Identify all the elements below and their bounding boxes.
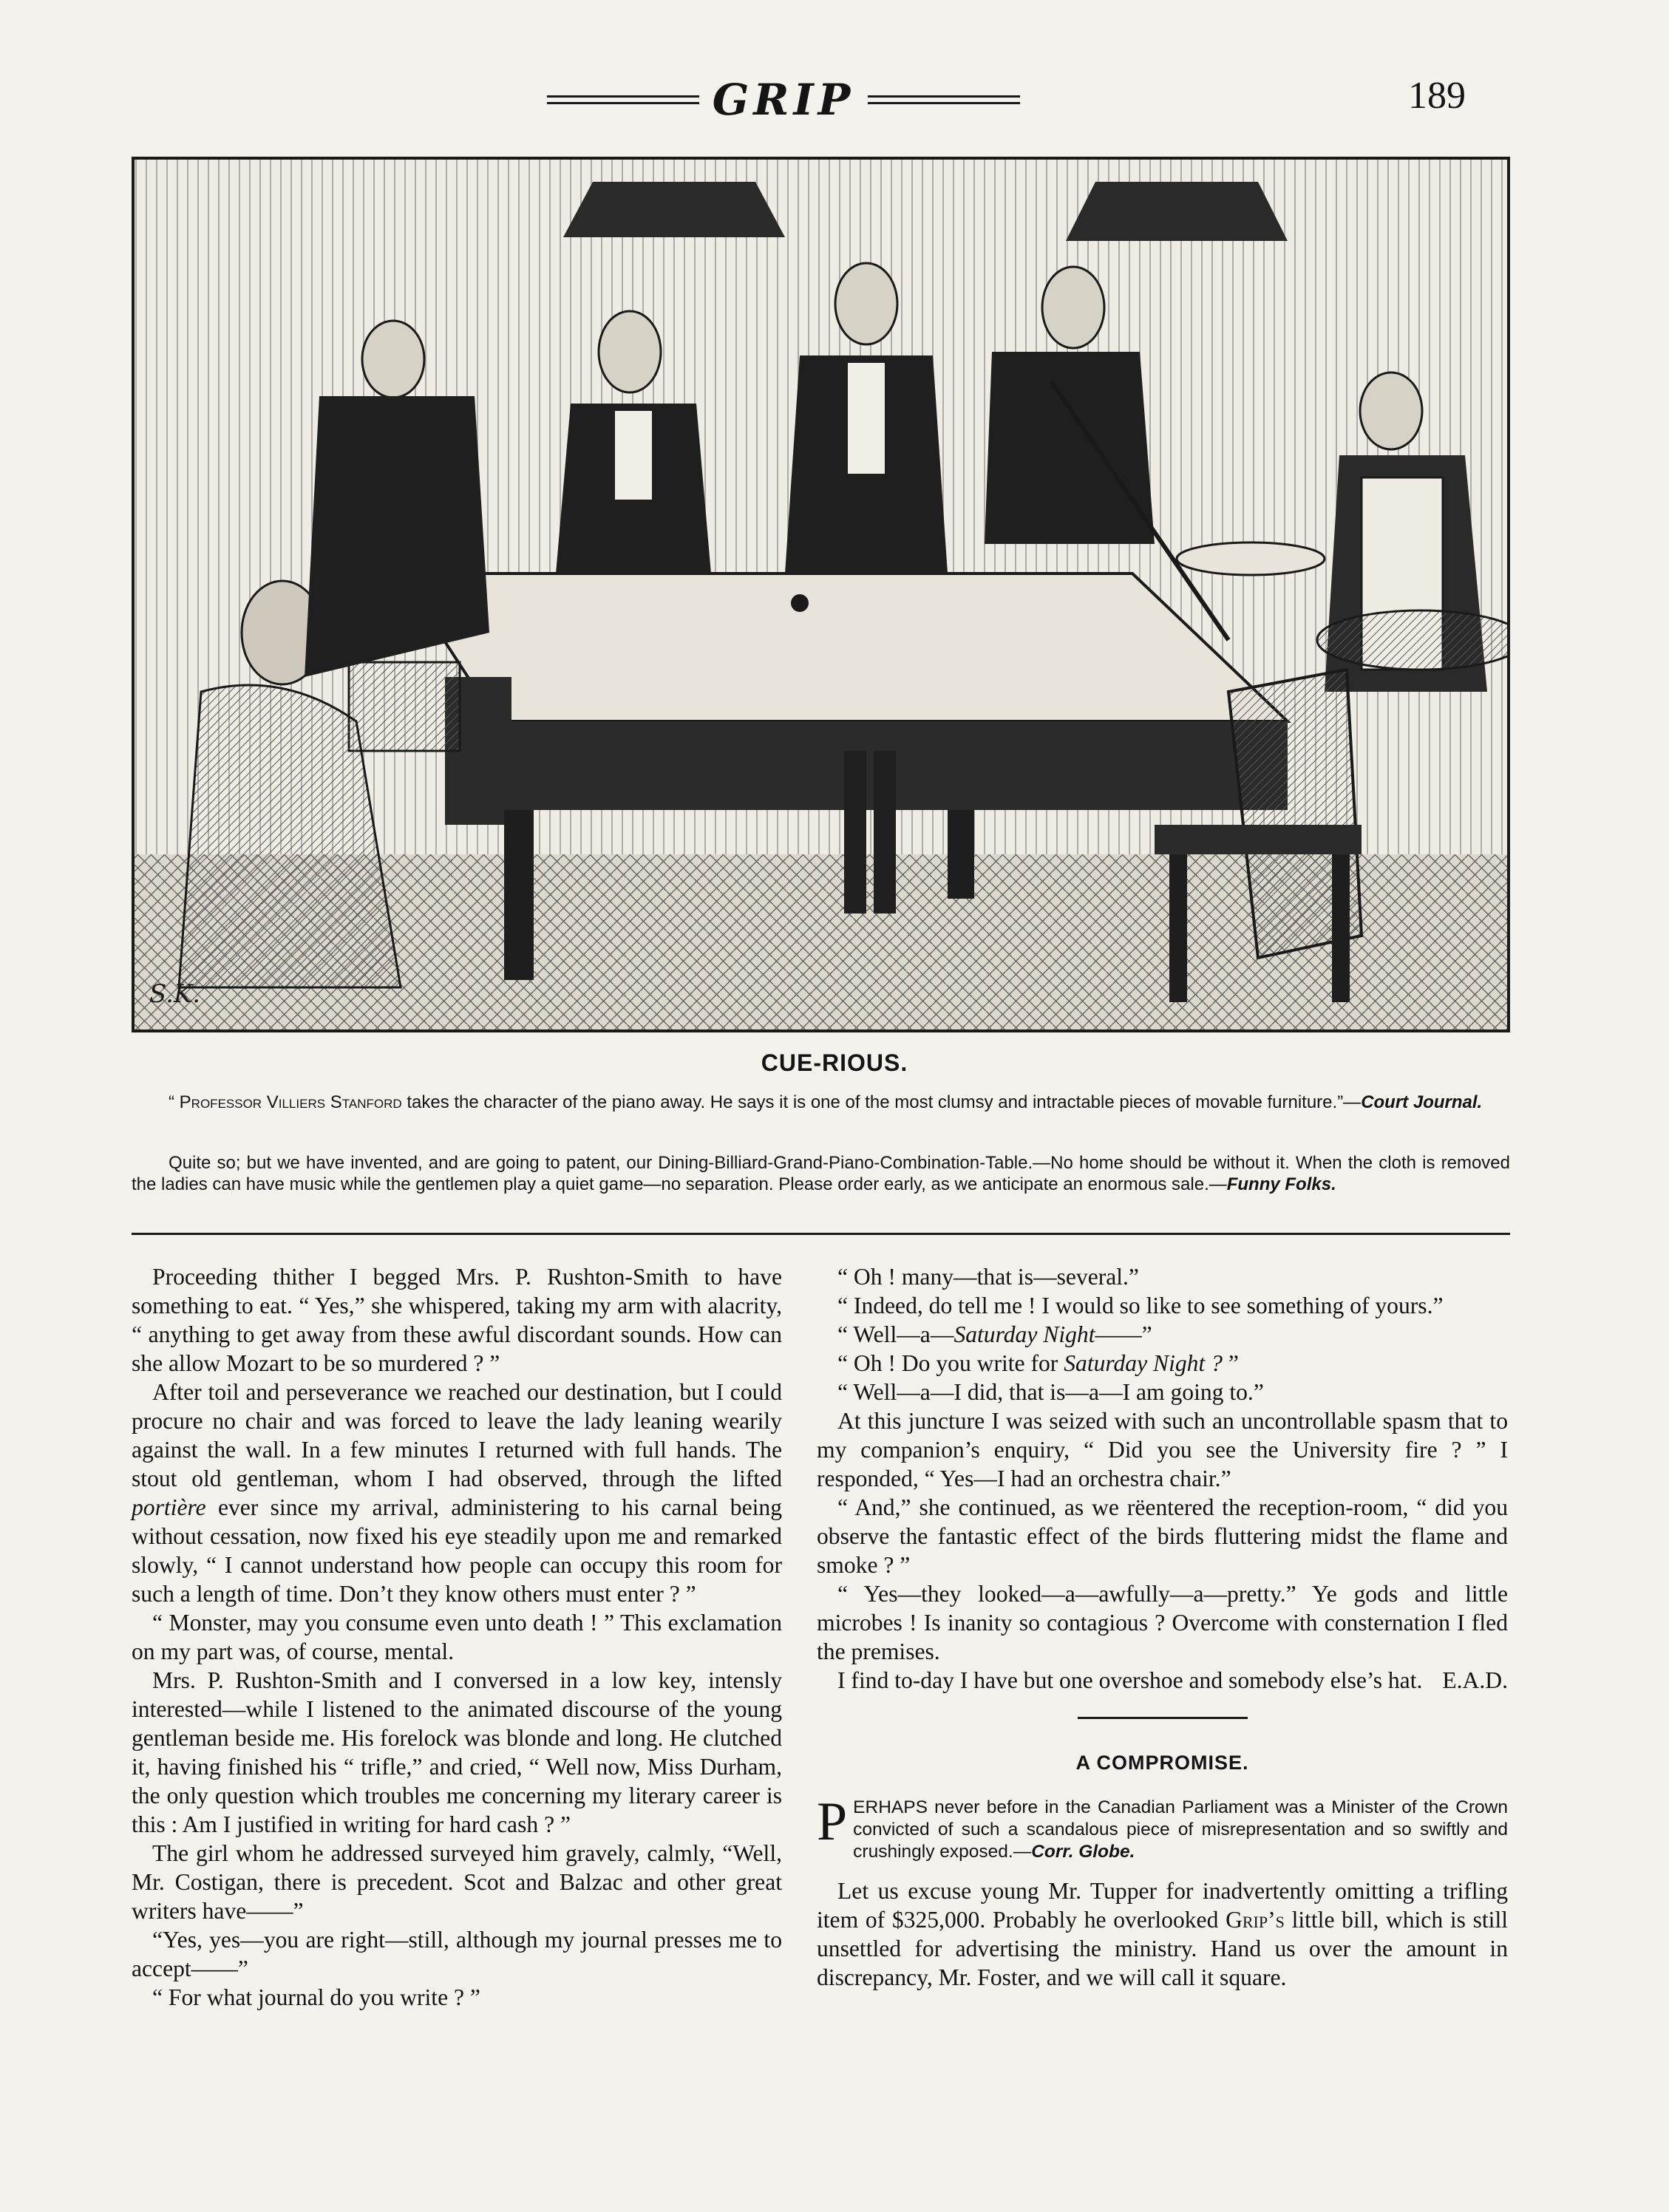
paragraph: At this juncture I was seized with such an uncontrollable spasm that to my companion’s enquiry, “ Did you see the University fire ? ” I responded, “ Yes—I had an orchestra chair.” bbox=[817, 1408, 1508, 1491]
caption-quote bbox=[132, 1092, 1510, 1113]
paragraph: “Yes, yes—you are right—still, although my journal presses me to accept——” bbox=[132, 1927, 782, 1981]
paragraph: “ Yes—they looked—a—awfully—a—pretty.” Ye gods and little microbes ! Is inanity so contagious ? Overcome with consternation I fled the premises. bbox=[817, 1581, 1508, 1664]
paragraph: “ Oh ! many—that is—several.” bbox=[837, 1264, 1139, 1290]
page-number: 189 bbox=[1408, 75, 1466, 117]
paragraph: After toil and perseverance we reached our destination, but I could procure no chair and was forced to leave the lady leaning wearily against the wall. In a few minutes I returned with full hands. The stout old gentleman, whom I had observed, through the lifted portière ever since my arrival, administering to his carnal being without cessation, now fixed his eye steadily upon me and remarked slowly, “ I cannot understand how people can occupy this room for such a length of time. Don’t they know others must enter ? ” bbox=[132, 1379, 782, 1607]
signature: E.A.D. bbox=[1442, 1667, 1508, 1693]
masthead-rule-left bbox=[547, 92, 699, 108]
artist-mark: S.K. bbox=[149, 979, 201, 1009]
table-leg-back bbox=[948, 810, 974, 899]
fruit-dish bbox=[1177, 542, 1325, 575]
paragraph: Let us excuse young Mr. Tupper for inadvertently omitting a trifling item of $325,000. Probably he overlooked Grip’s little bill, which is still unsettled for advertising the ministry. Hand us over the amount in discrepancy, Mr. Foster, and we will call it square. bbox=[817, 1878, 1508, 1990]
paragraph: “ Indeed, do tell me ! I would so like to see something of yours.” bbox=[837, 1293, 1444, 1318]
paragraph: “ And,” she continued, as we rëentered the reception-room, “ did you observe the fantastic effect of the birds fluttering midst the flame and smoke ? ” bbox=[817, 1494, 1508, 1578]
paragraph: “ Oh ! Do you write for Saturday Night ? ” bbox=[837, 1350, 1239, 1376]
masthead-title: GRIP bbox=[712, 75, 855, 125]
caption-quote-text: takes the character of the piano away. He says it is one of the most clumsy and intractable pieces of movable furniture.”— bbox=[401, 1092, 1362, 1112]
lamp-shade-left bbox=[563, 182, 785, 237]
right-column bbox=[817, 1262, 1508, 1992]
billiard-table-cloth bbox=[401, 574, 1288, 721]
masthead bbox=[547, 70, 1020, 129]
paragraph: Proceeding thither I begged Mrs. P. Rushton-Smith to have something to eat. “ Yes,” she whispered, taking my arm with alacrity, “ anything to get away from these awful discordant sounds. How can she allow Mozart to be so murdered ? ” bbox=[132, 1264, 782, 1376]
caption-comment-source: Funny Folks. bbox=[1226, 1174, 1336, 1194]
caption-quote-source: Court Journal. bbox=[1361, 1092, 1483, 1112]
paragraph: Mrs. P. Rushton-Smith and I conversed in a low key, intensly interested—while I listened to the animated discourse of the young gentleman beside me. His forelock was blonde and long. He clutched it, having finished his “ trifle,” and cried, “ Well now, Miss Durham, the only question which troubles me concerning my literary career is this : Am I justified in writing for hard cash ? ” bbox=[132, 1667, 782, 1837]
lamp-shade-right bbox=[1066, 182, 1288, 241]
table-leg-front bbox=[504, 810, 534, 980]
paragraph: The girl whom he addressed surveyed him gravely, calmly, “Well, Mr. Costigan, there is precedent. Scot and Balzac and other great writers have——” bbox=[132, 1840, 782, 1924]
compromise-quote: PERHAPS never before in the Canadian Parliament was a Minister of the Crown convicted of such a scandalous piece of misrepresentation and so swiftly and crushingly exposed.—Corr. Globe. bbox=[817, 1791, 1508, 1862]
billiard-ball bbox=[791, 594, 809, 612]
paragraph: “ Well—a—Saturday Night——” bbox=[837, 1321, 1152, 1347]
caption-title: CUE-RIOUS. bbox=[761, 1049, 908, 1076]
caption-quote-name: Professor Villiers Stanford bbox=[179, 1092, 402, 1112]
paragraph: “ Monster, may you consume even unto death ! ” This exclamation on my part was, of course, mental. bbox=[132, 1610, 782, 1664]
cue-rious-illustration bbox=[132, 157, 1510, 1032]
article-divider bbox=[1078, 1717, 1248, 1719]
paragraph: I find to-day I have but one overshoe and somebody else’s hat. bbox=[837, 1667, 1423, 1693]
compromise-title: A COMPROMISE. bbox=[1075, 1752, 1249, 1774]
paragraph: “ Well—a—I did, that is—a—I am going to.” bbox=[837, 1379, 1264, 1405]
section-divider bbox=[132, 1233, 1510, 1235]
left-column bbox=[132, 1262, 782, 2012]
tray bbox=[1317, 610, 1507, 670]
caption-quote-open: “ bbox=[169, 1092, 180, 1112]
caption-comment-text: Quite so; but we have invented, and are going to patent, our Dining-Billiard-Grand-Piano-Combination-Table.—No home should be without it. When the cloth is removed the ladies can have music while the gentlemen play a quiet game—no separation. Please order early, as we anticipate an enormous sale.— bbox=[132, 1153, 1510, 1194]
drop-cap: P bbox=[817, 1791, 848, 1852]
masthead-rule-right bbox=[868, 92, 1020, 108]
paragraph: “ For what journal do you write ? ” bbox=[152, 1984, 480, 2010]
caption-comment bbox=[132, 1152, 1510, 1195]
piano-keyboard bbox=[349, 662, 460, 751]
